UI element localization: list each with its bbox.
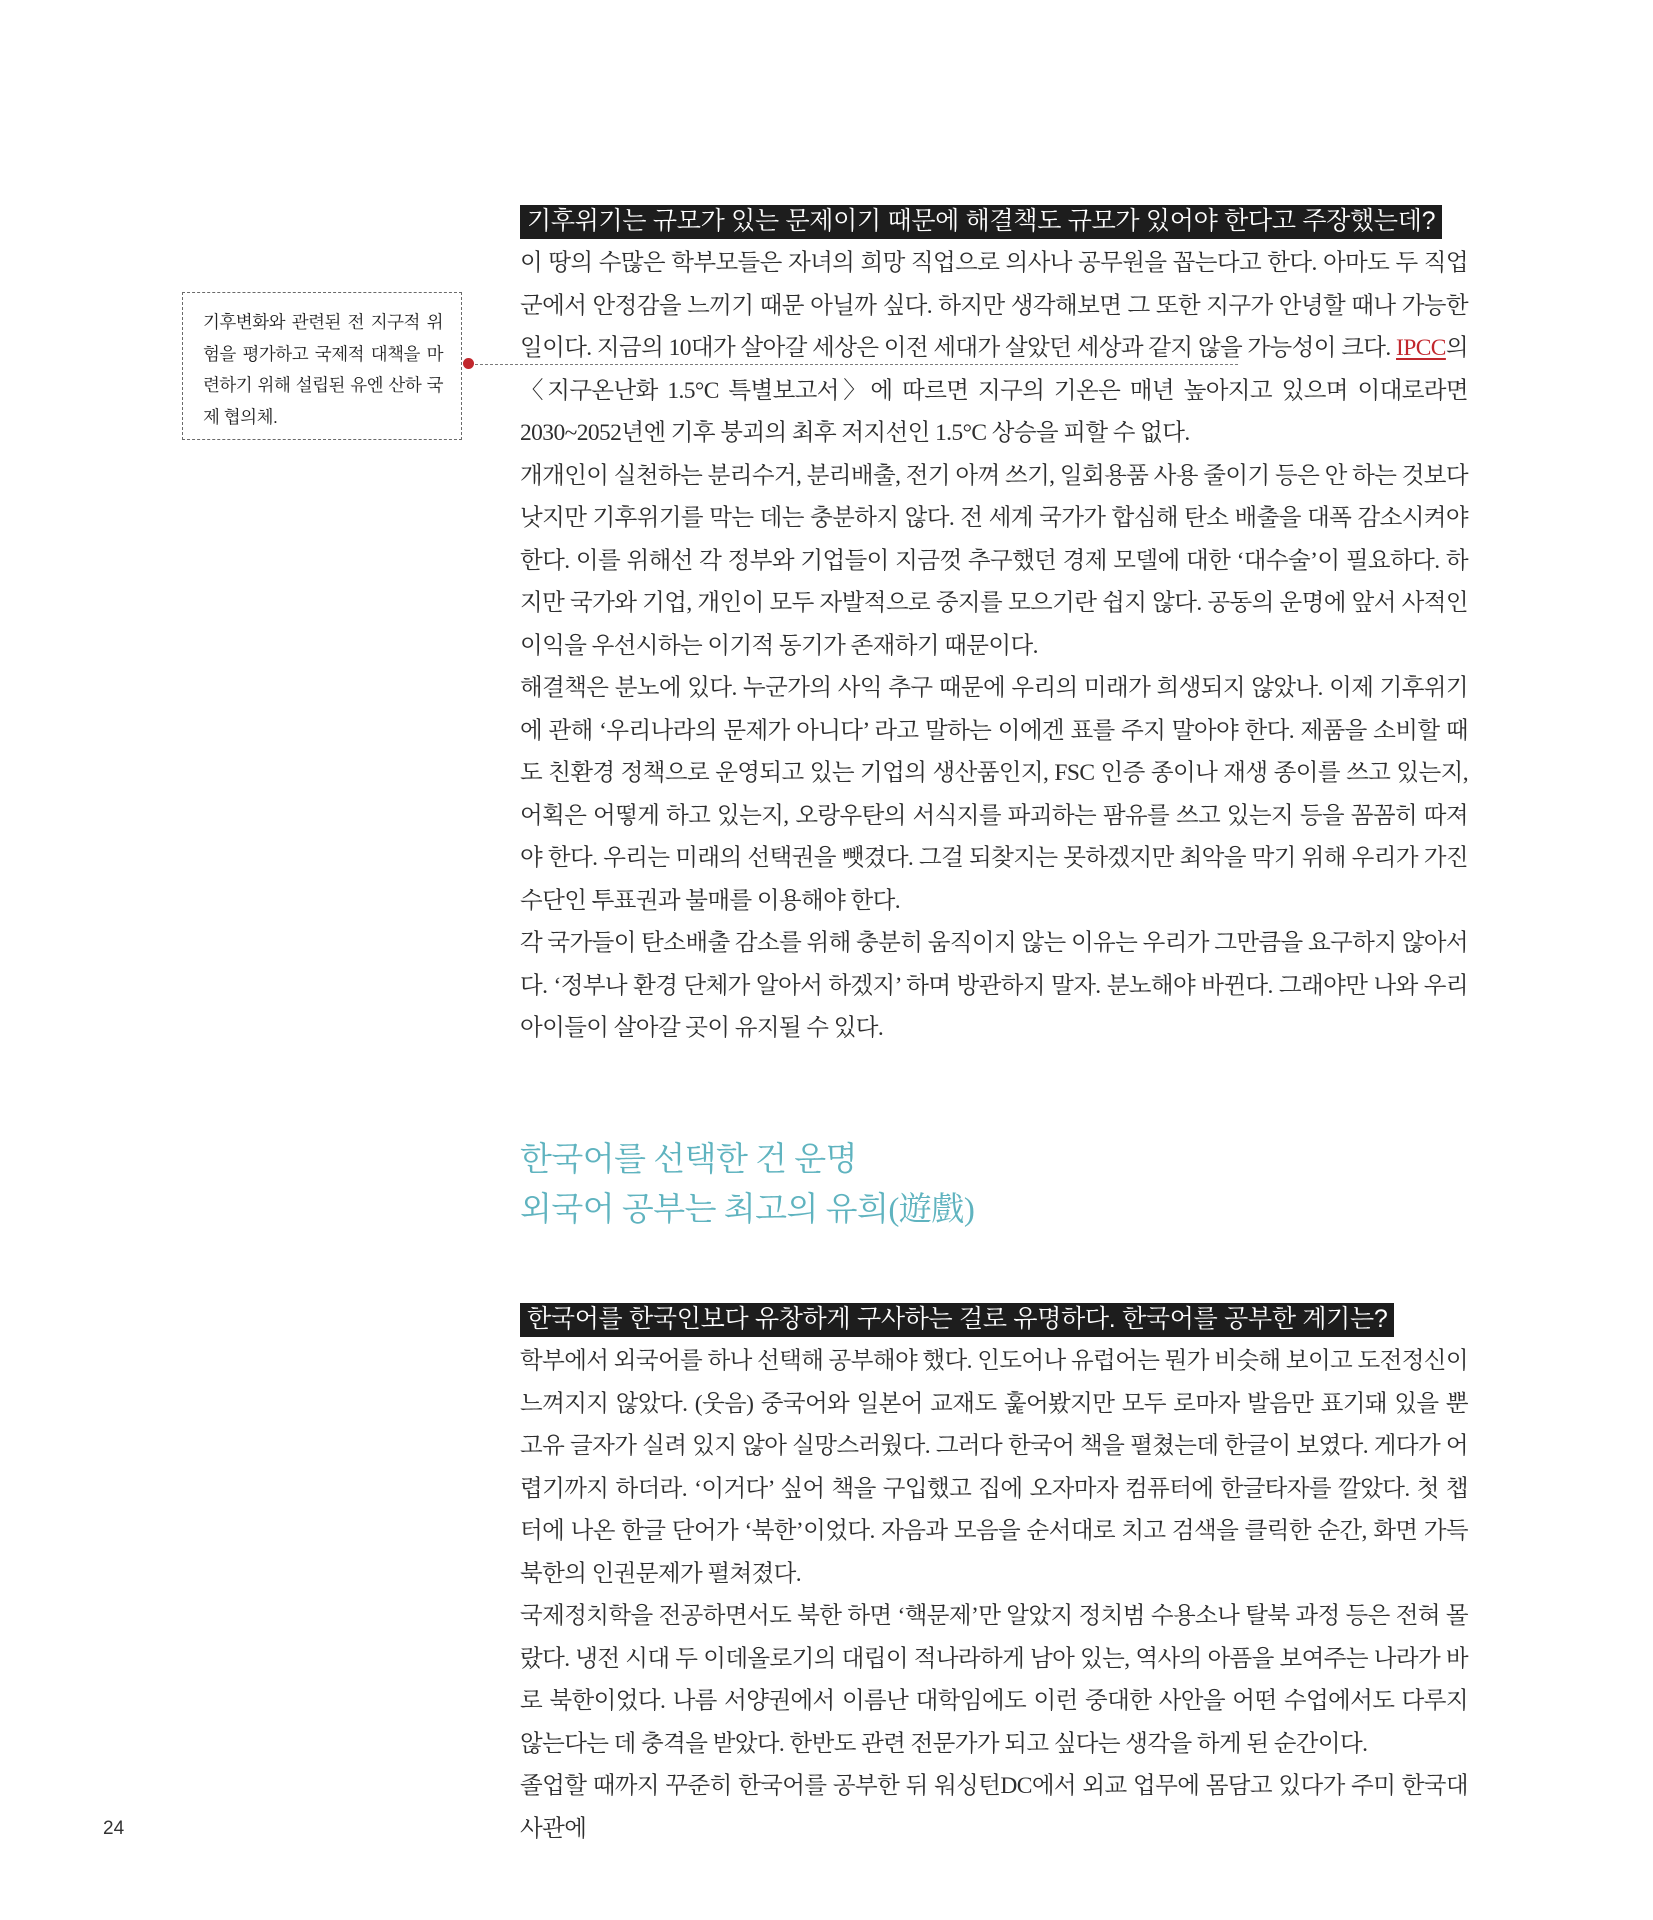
- paragraph-1: [520, 242, 1468, 455]
- sidenote-box: [182, 292, 462, 440]
- paragraph-1-text-cont: 의 〈지구온난화 1.5°C 특별보고서〉에 따르면 지구의 기온은 매년 높아지고 있으며 이대로라면 2030~2052년엔 기후 붕괴의 최후 저지선인 1.5°C 상승을 피할 수 없다.: [520, 335, 1468, 446]
- question-heading-2: 한국어를 한국인보다 유창하게 구사하는 걸로 유명하다. 한국어를 공부한 계기는?: [520, 1303, 1394, 1337]
- subheading-line-1: 한국어를 선택한 건 운명: [520, 1142, 858, 1178]
- paragraph-5: 학부에서 외국어를 하나 선택해 공부해야 했다. 인도어나 유럽어는 뭔가 비슷해 보이고 도전정신이 느껴지지 않았다. (웃음) 중국어와 일본어 교재도 훑어봤지만 모두 로마자 발음만 표기돼 있을 뿐 고유 글자가 실려 있지 않아 실망스러웠다. 그러다 한국어 책을 펼쳤는데 한글이 보였다. 게다가 어렵기까지 하더라. ‘이거다’ 싶어 책을 구입했고 집에 오자마자 컴퓨터에 한글타자를 깔았다. 첫 챕터에 나온 한글 단어가 ‘북한’이었다. 자음과 모음을 순서대로 치고 검색을 클릭한 순간, 화면 가득 북한의 인권문제가 펼쳐졌다.: [520, 1348, 1468, 1587]
- paragraph-1-text: 이 땅의 수많은 학부모들은 자녀의 희망 직업으로 의사나 공무원을 꼽는다고 한다. 아마도 두 직업군에서 안정감을 느끼기 때문 아닐까 싶다. 하지만 생각해보면 그 또한 지구가 안녕할 때나 가능한 일이다. 지금의 10대가 살아갈 세상은 이전 세대가 살았던 세상과 같지 않을 가능성이 크다.: [520, 250, 1468, 361]
- subheading-line-2: 외국어 공부는 최고의 유희(遊戲): [520, 1192, 975, 1228]
- sidenote-text: 기후변화와 관련된 전 지구적 위험을 평가하고 국제적 대책을 마련하기 위해 설립된 유엔 산하 국제 협의체.: [203, 312, 443, 427]
- section-subheading: [520, 1135, 974, 1235]
- paragraph-4: 각 국가들이 탄소배출 감소를 위해 충분히 움직이지 않는 이유는 우리가 그만큼을 요구하지 않아서다. ‘정부나 환경 단체가 알아서 하겠지’ 하며 방관하지 말자. 분노해야 바뀐다. 그래야만 나와 우리 아이들이 살아갈 곳이 유지될 수 있다.: [520, 930, 1468, 1041]
- section-climate: [520, 205, 1468, 1050]
- page-number: 24: [103, 1818, 125, 1839]
- section-korean: [520, 1303, 1468, 1850]
- paragraph-2: 개개인이 실천하는 분리수거, 분리배출, 전기 아껴 쓰기, 일회용품 사용 줄이기 등은 안 하는 것보다 낫지만 기후위기를 막는 데는 충분하지 않다. 전 세계 국가가 합심해 탄소 배출을 대폭 감소시켜야 한다. 이를 위해선 각 정부와 기업들이 지금껏 추구했던 경제 모델에 대한 ‘대수술’이 필요하다. 하지만 국가와 기업, 개인이 모두 자발적으로 중지를 모으기란 쉽지 않다. 공동의 운명에 앞서 사적인 이익을 우선시하는 이기적 동기가 존재하기 때문이다.: [520, 462, 1468, 659]
- paragraph-6: 국제정치학을 전공하면서도 북한 하면 ‘핵문제’만 알았지 정치범 수용소나 탈북 과정 등은 전혀 몰랐다. 냉전 시대 두 이데올로기의 대립이 적나라하게 남아 있는, 역사의 아픔을 보여주는 나라가 바로 북한이었다. 나름 서양권에서 이름난 대학임에도 이런 중대한 사안을 어떤 수업에서도 다루지 않는다는 데 충격을 받았다. 한반도 관련 전문가가 되고 싶다는 생각을 하게 된 순간이다.: [520, 1603, 1468, 1757]
- sidenote-marker-dot: [463, 358, 474, 369]
- question-heading-1: 기후위기는 규모가 있는 문제이기 때문에 해결책도 규모가 있어야 한다고 주장했는데?: [520, 205, 1442, 239]
- paragraph-3: 해결책은 분노에 있다. 누군가의 사익 추구 때문에 우리의 미래가 희생되지 않았나. 이제 기후위기에 관해 ‘우리나라의 문제가 아니다’ 라고 말하는 이에겐 표를 주지 말아야 한다. 제품을 소비할 때도 친환경 정책으로 운영되고 있는 기업의 생산품인지, FSC 인증 종이나 재생 종이를 쓰고 있는지, 어획은 어떻게 하고 있는지, 오랑우탄의 서식지를 파괴하는 팜유를 쓰고 있는지 등을 꼼꼼히 따져야 한다. 우리는 미래의 선택권을 뺏겼다. 그걸 되찾지는 못하겠지만 최악을 막기 위해 우리가 가진 수단인 투표권과 불매를 이용해야 한다.: [520, 675, 1468, 914]
- ipcc-reference: IPCC: [1396, 335, 1446, 361]
- paragraph-7: 졸업할 때까지 꾸준히 한국어를 공부한 뒤 워싱턴DC에서 외교 업무에 몸담고 있다가 주미 한국대사관에: [520, 1773, 1468, 1842]
